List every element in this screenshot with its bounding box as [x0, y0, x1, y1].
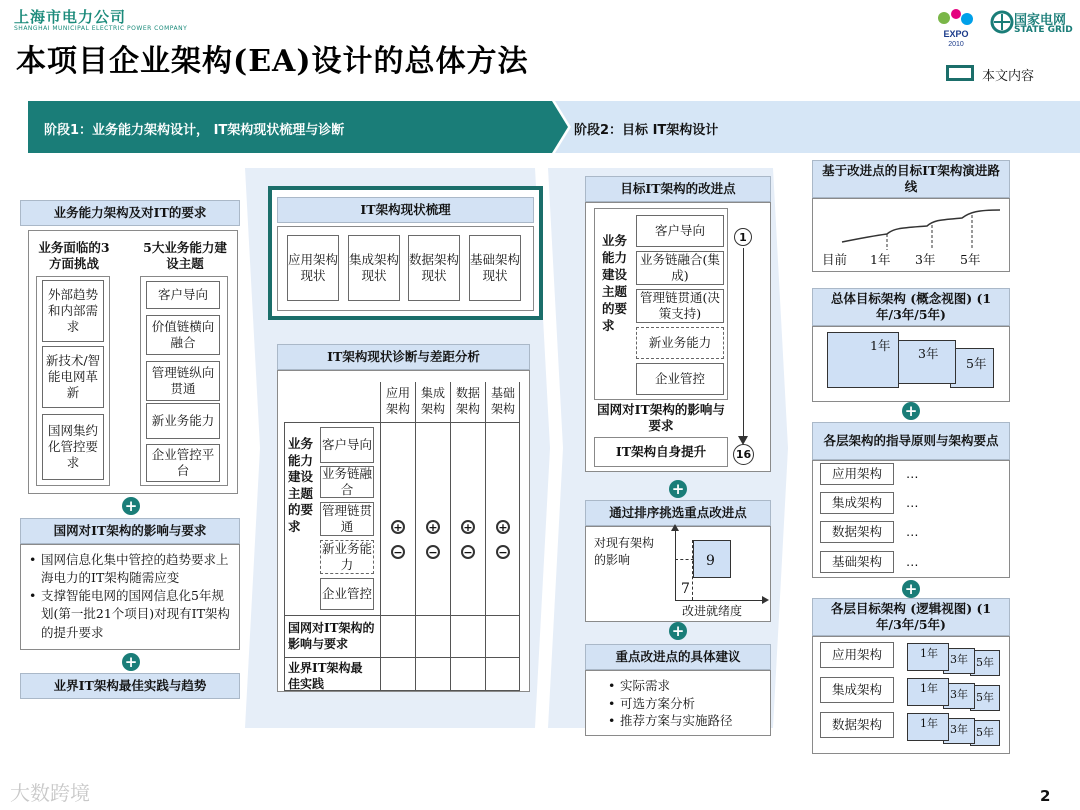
state-grid-cn: 国家电网 [1014, 13, 1067, 28]
diag-requirement-label: 业务能力建设主题的要求 [288, 436, 314, 534]
plus-circle-icon: + [461, 520, 475, 534]
company-name: 上海市电力公司 [14, 8, 127, 26]
challenge-item: 新技术/智能电网革新 [42, 346, 104, 408]
suggestion-item: • 实际需求 [608, 677, 760, 695]
plus-icon: + [902, 402, 920, 420]
evo-tick: 目前 [822, 252, 848, 267]
ranking-high-value: 9 [706, 553, 715, 569]
review-item: 应用架构现状 [287, 235, 339, 301]
theme-item: 新业务能力 [146, 403, 220, 439]
diag-theme: 企业管控 [320, 578, 374, 610]
diag-theme: 管理链贯通 [321, 502, 372, 534]
ranking-y-label: 对现有架构的影响 [594, 536, 655, 567]
diag-col-header: 集成架构 [420, 386, 445, 416]
ellipsis: … [906, 466, 919, 481]
principle-layer: 基础架构 [820, 551, 894, 573]
review-item: 基础架构现状 [469, 235, 521, 301]
ellipsis: … [906, 554, 919, 569]
diag-best-practice-label: 业界IT架构最佳实践 [288, 661, 363, 692]
improve-item: 新业务能力 [636, 327, 724, 359]
diag-sgcc-label: 国网对IT架构的影响与要求 [288, 621, 375, 652]
suggestion-item: • 推荐方案与实施路径 [608, 712, 760, 730]
svg-text:2010: 2010 [948, 41, 964, 48]
expo-text: EXPO [943, 29, 969, 39]
review-item: 数据架构现状 [408, 235, 460, 301]
theme-item: 企业管控平台 [146, 444, 220, 482]
improve-item: 业务链融合(集成) [636, 251, 724, 285]
concept-view-header: 总体目标架构 (概念视图) (1年/3年/5年) [812, 288, 1010, 326]
theme-item: 管理链纵向贯通 [146, 361, 220, 401]
themes-title: 5大业务能力建设主题 [143, 240, 227, 272]
concept-label: 1年 [870, 338, 891, 353]
best-practice-header: 业界IT架构最佳实践与趋势 [20, 673, 240, 699]
expo-logo [934, 6, 978, 48]
diagnosis-header: IT架构现状诊断与差距分析 [277, 344, 530, 370]
logic-year: 5年 [976, 726, 994, 739]
logic-layer: 应用架构 [820, 642, 894, 668]
improve-item: 管理链贯通(决策支持) [636, 289, 724, 323]
logic-year: 3年 [950, 723, 968, 736]
suggestion-header: 重点改进点的具体建议 [585, 644, 771, 670]
evolution-header: 基于改进点的目标IT架构演进路线 [812, 160, 1010, 198]
company-name-en: SHANGHAI MUNICIPAL ELECTRIC POWER COMPANY [14, 25, 188, 32]
diag-col-header: 应用架构 [385, 386, 410, 416]
logic-year: 5年 [976, 691, 994, 704]
logic-year: 1年 [920, 682, 938, 695]
minus-circle-icon: − [391, 545, 405, 559]
logic-year: 1年 [920, 717, 938, 730]
evo-tick: 1年 [870, 252, 891, 267]
principle-layer: 集成架构 [820, 492, 894, 514]
plus-icon: + [669, 480, 687, 498]
suggestion-item: • 可选方案分析 [608, 695, 760, 713]
diag-col-header: 基础架构 [490, 386, 515, 416]
logic-year: 3年 [950, 653, 968, 666]
page-number: 2 [1040, 787, 1051, 805]
watermark: 大数跨境 [10, 781, 90, 805]
improve-item: 客户导向 [636, 215, 724, 247]
plus-icon: + [669, 622, 687, 640]
principle-layer: 应用架构 [820, 463, 894, 485]
plus-circle-icon: + [426, 520, 440, 534]
challenge-item: 国网集约化管控要求 [42, 414, 104, 480]
sgcc-bullet: • 支撑智能电网的国网信息化5年规划(第一批21个项目)对现有IT架构的提升要求 [29, 587, 231, 641]
concept-label: 3年 [918, 346, 939, 361]
principle-layer: 数据架构 [820, 521, 894, 543]
concept-label: 5年 [966, 356, 987, 371]
theme-item: 价值链横向融合 [146, 315, 220, 355]
logic-layer: 数据架构 [820, 712, 894, 738]
requirement-label: 业务能力建设主题的要求 [602, 233, 628, 333]
improve-sgcc: 国网对IT架构的影响与要求 [597, 402, 725, 434]
improve-self: IT架构自身提升 [615, 444, 707, 459]
phase-2-label: 阶段2：目标 IT架构设计 [574, 123, 719, 138]
improve-item: 企业管控 [636, 363, 724, 395]
phase-1-label: 阶段1：业务能力架构设计， IT架构现状梳理与诊断 [44, 123, 345, 138]
diag-col-header: 数据架构 [455, 386, 480, 416]
arrow-up-icon [671, 524, 679, 531]
logic-view-header: 各层目标架构 (逻辑视图) (1年/3年/5年) [812, 598, 1010, 636]
review-item: 集成架构现状 [348, 235, 400, 301]
sgcc-requirements-panel [20, 544, 240, 650]
business-capability-header: 业务能力架构及对IT的要求 [20, 200, 240, 226]
logic-layer: 集成架构 [820, 677, 894, 703]
plus-circle-icon: + [391, 520, 405, 534]
theme-item: 客户导向 [146, 281, 220, 309]
challenges-title: 业务面临的3方面挑战 [38, 240, 110, 272]
logic-year: 3年 [950, 688, 968, 701]
page-title: 本项目企业架构(EA)设计的总体方法 [16, 44, 529, 79]
minus-circle-icon: − [496, 545, 510, 559]
principles-header: 各层架构的指导原则与架构要点 [812, 422, 1010, 460]
legend-label: 本文内容 [982, 69, 1035, 84]
ellipsis: … [906, 495, 919, 510]
evo-tick: 5年 [960, 252, 981, 267]
minus-circle-icon: − [461, 545, 475, 559]
down-arrow [743, 248, 744, 440]
logic-year: 5年 [976, 656, 994, 669]
suggestion-panel [585, 670, 771, 736]
ranking-low-value: 7 [681, 581, 690, 597]
plus-icon: + [122, 497, 140, 515]
minus-circle-icon: − [426, 545, 440, 559]
plus-circle-icon: + [496, 520, 510, 534]
state-grid-en: STATE GRID [1014, 25, 1073, 35]
ranking-header: 通过排序挑选重点改进点 [585, 500, 771, 526]
diag-theme: 客户导向 [320, 427, 374, 463]
number-start-badge: 1 [734, 228, 752, 246]
ranking-x-label: 改进就绪度 [682, 604, 743, 618]
number-end-badge: 16 [733, 444, 754, 465]
plus-icon: + [122, 653, 140, 671]
legend-swatch [946, 65, 974, 81]
it-review-header: IT架构现状梳理 [277, 197, 534, 223]
challenge-item: 外部趋势和内部需求 [42, 280, 104, 342]
improvement-header: 目标IT架构的改进点 [585, 176, 771, 202]
ellipsis: … [906, 524, 919, 539]
arrow-right-icon [762, 596, 769, 604]
diag-theme: 业务链融合 [321, 465, 372, 497]
evo-tick: 3年 [915, 252, 936, 267]
plus-icon: + [902, 580, 920, 598]
diag-theme: 新业务能力 [321, 540, 372, 572]
sgcc-bullet: • 国网信息化集中管控的趋势要求上海电力的IT架构随需应变 [29, 551, 231, 587]
logic-year: 1年 [920, 647, 938, 660]
sgcc-requirements-header: 国网对IT架构的影响与要求 [20, 518, 240, 544]
